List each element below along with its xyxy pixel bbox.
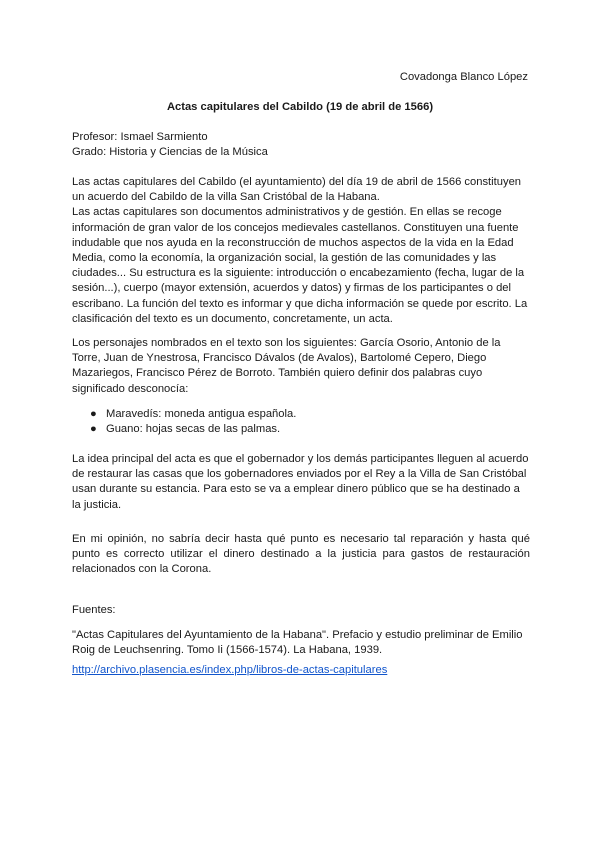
course-info xyxy=(72,130,530,160)
opinion-paragraph: En mi opinión, no sabría decir hasta qué punto es necesario tal reparación y hasta qué punto es correcto utilizar el dinero destinado a la justicia para gastos de restauración relacionados con la Corona. xyxy=(72,533,530,576)
intro-section xyxy=(72,175,530,327)
list-item: ● Guano: hojas secas de las palmas. xyxy=(90,422,296,437)
source-link[interactable]: http://archivo.plasencia.es/index.php/libros-de-actas-capitulares xyxy=(72,664,388,676)
document-title: Actas capitulares del Cabildo (19 de abril de 1566) xyxy=(166,101,434,113)
intro-paragraph-2: Las actas capitulares son documentos administrativos y de gestión. En ellas se recoge información de gran valor de los concejos medievales castellanos. Constituyen una fuente indudable que nos ayuda en la reconstrucción de muchos aspectos de la vida en la Edad Media, como la economía, la organización social, la gestión de las comunidades y las ciudades... Su estructura es la siguiente: introducción o encabezamiento (fecha, lugar de la sesión...), cuerpo (mayor extensión, acuerdos y datos) y firmas de los participantes o del escribano. La función del texto es informar y que dicha información se quede por escrito. La clasificación del texto es un documento, concretamente, un acta. xyxy=(72,206,528,325)
bullet-icon: ● xyxy=(90,423,97,436)
professor-line: Profesor: Ismael Sarmiento xyxy=(72,131,208,143)
author-name: Covadonga Blanco López xyxy=(399,71,528,83)
characters-paragraph: Los personajes nombrados en el texto son los siguientes: García Osorio, Antonio de la Torre, Juan de Ynestrosa, Francisco Dávalos (de Avalos), Bartolomé Cepero, Diego Mazariegos, Francisco Pérez de Borroto. También quiero definir dos palabras cuyo significado desconocía: xyxy=(72,337,501,395)
bullet-icon: ● xyxy=(90,408,97,420)
grade-line: Grado: Historia y Ciencias de la Música xyxy=(72,146,268,159)
intro-paragraph-1: Las actas capitulares del Cabildo (el ayuntamiento) del día 19 de abril de 1566 constituyen un acuerdo del Cabildo de la villa San Cristóbal de la Habana. xyxy=(72,176,522,204)
list-item: ● Maravedís: moneda antigua española. xyxy=(90,407,296,422)
source-link-container xyxy=(72,663,530,678)
source-citation: "Actas Capitulares del Ayuntamiento de la Habana". Prefacio y estudio preliminar de Emilio Roig de Leuchsenring. Tomo Ii (1566-1574). La Habana, 1939. xyxy=(72,629,523,657)
definitions-list xyxy=(90,407,296,437)
main-idea-paragraph: La idea principal del acta es que el gobernador y los demás participantes lleguen al acuerdo de restaurar las casas que los gobernadores enviados por el Rey a la Villa de San Cristóbal usan durante su estancia. Para esto se va a emplear dinero público que se ha destinado a la justicia. xyxy=(72,453,529,511)
sources-heading: Fuentes: xyxy=(72,604,116,616)
